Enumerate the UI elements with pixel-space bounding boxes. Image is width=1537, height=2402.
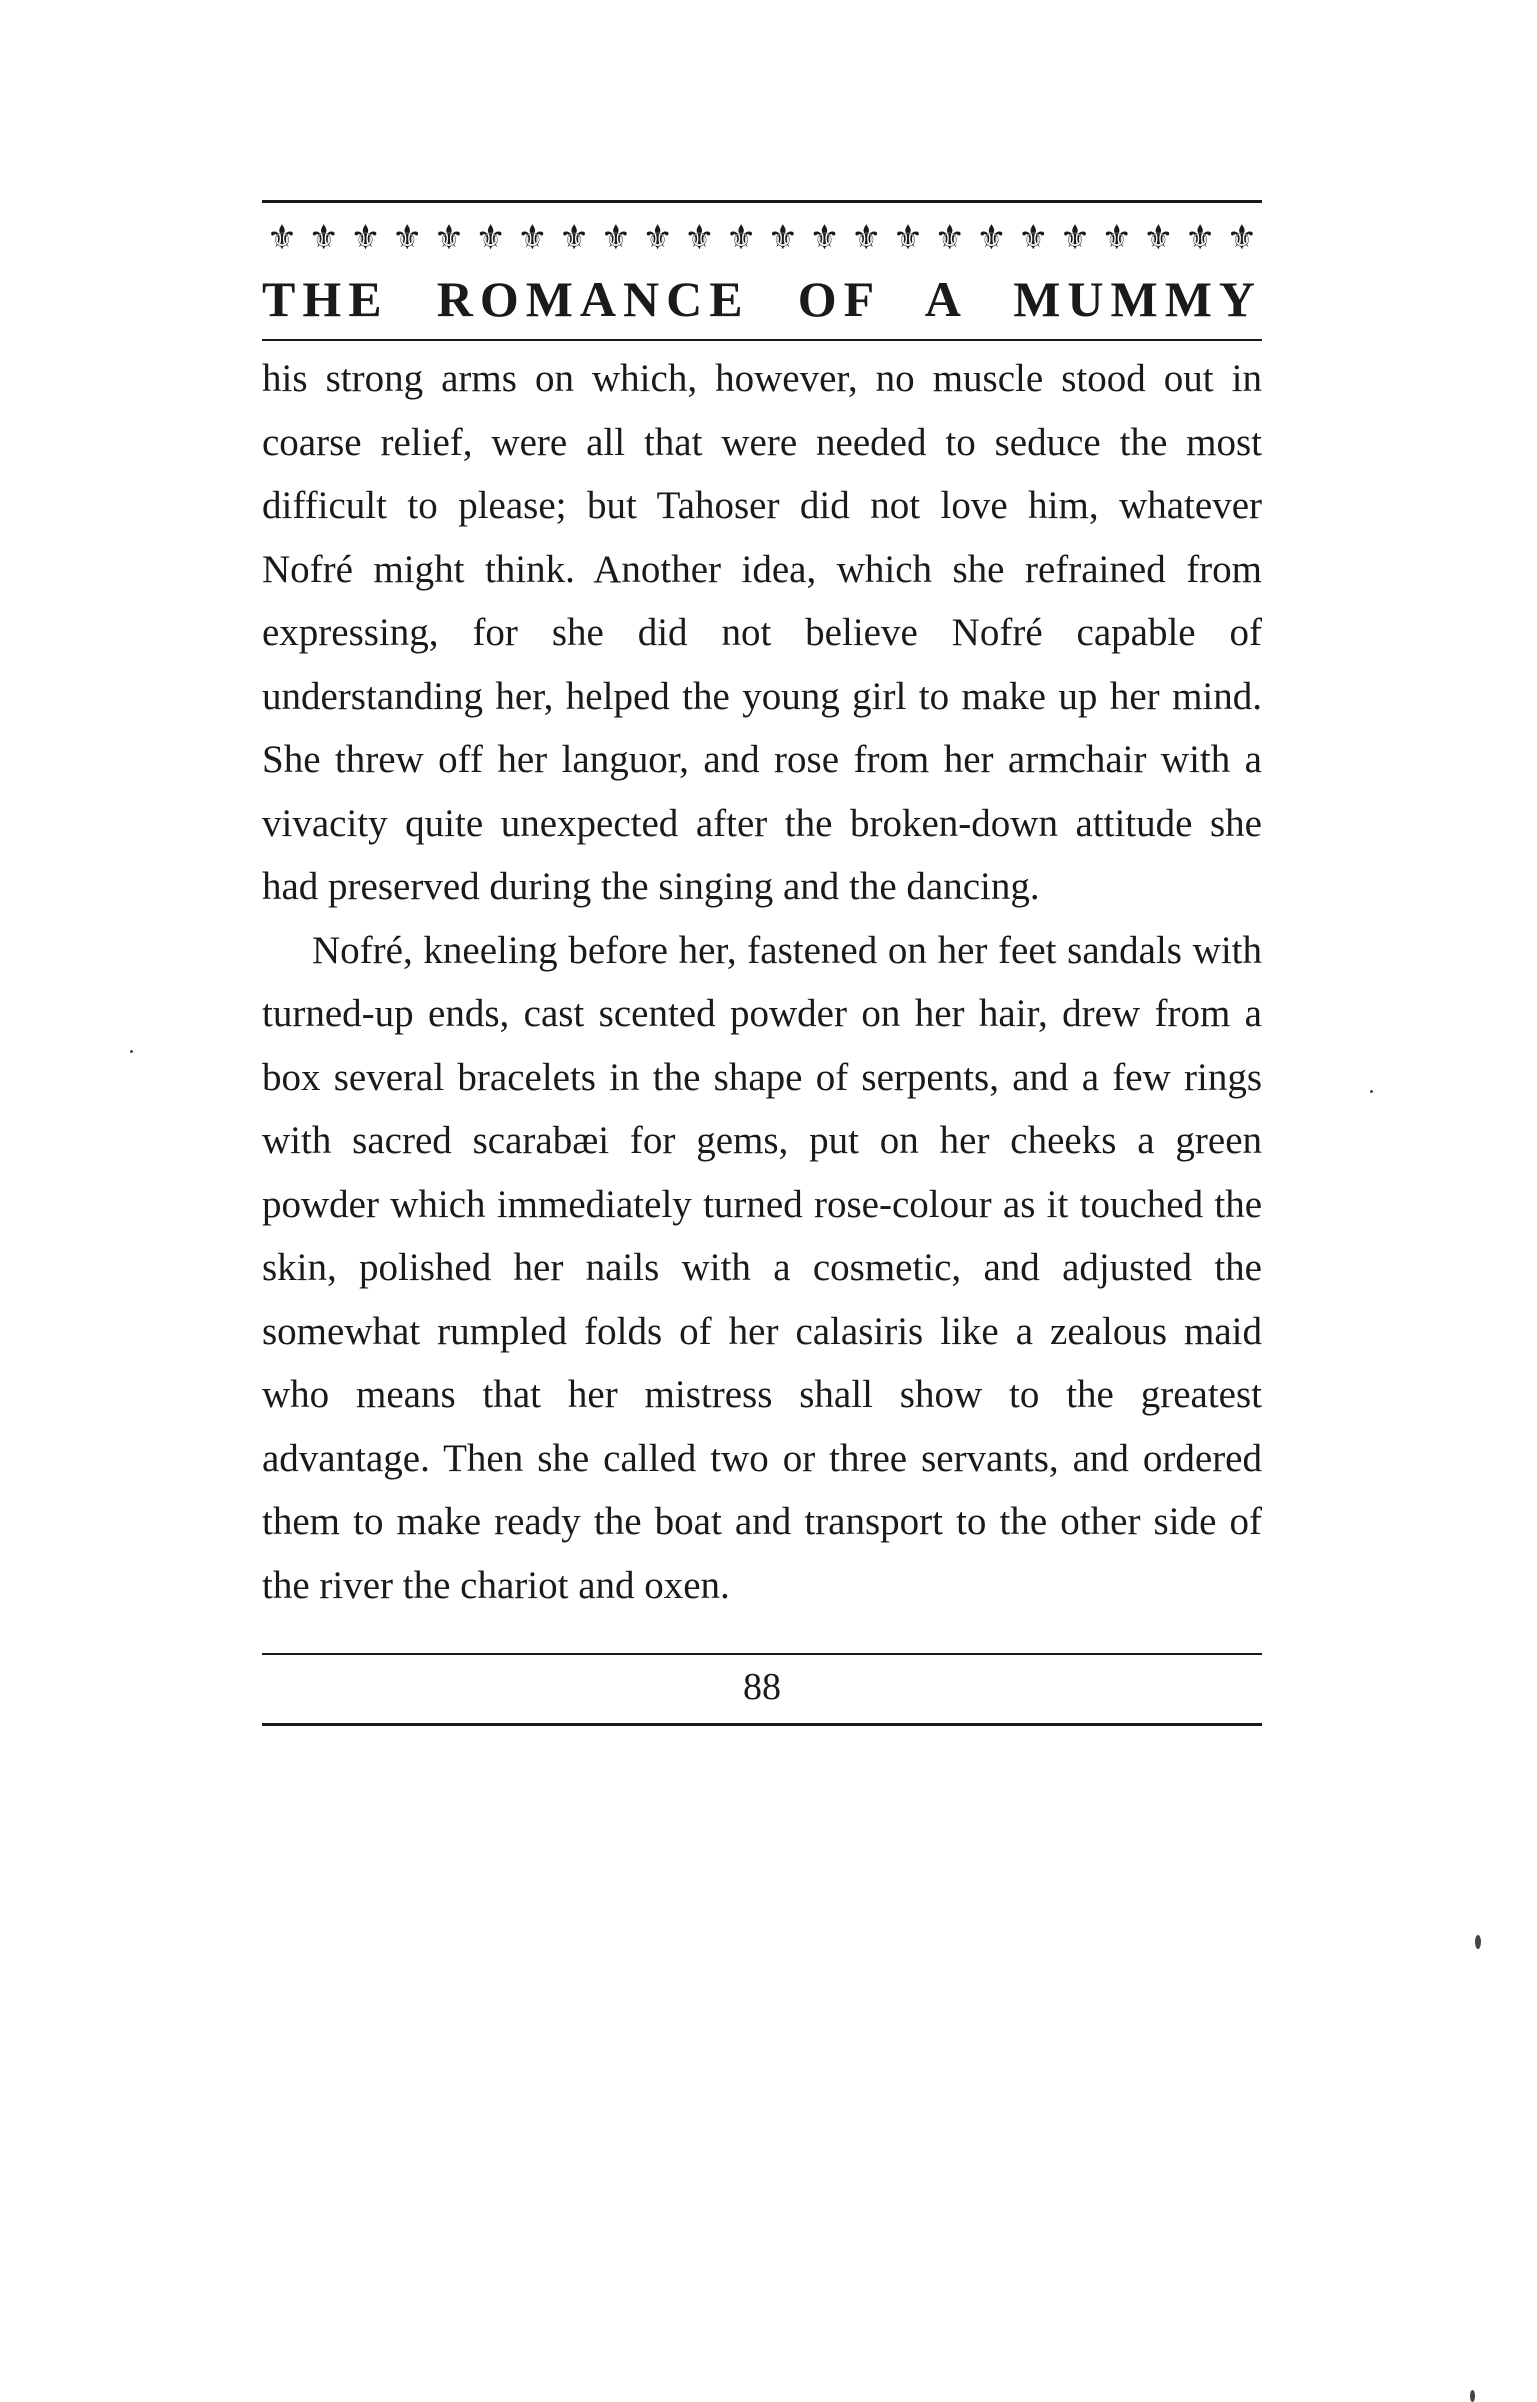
- fleur-de-lis-icon: ⚜: [1226, 220, 1258, 257]
- fleur-de-lis-icon: ⚜: [475, 220, 506, 257]
- fleur-de-lis-icon: ⚜: [391, 220, 423, 257]
- fleur-de-lis-icon: ⚜: [725, 220, 757, 257]
- fleur-de-lis-icon: ⚜: [1184, 220, 1216, 257]
- fleur-de-lis-icon: ⚜: [1017, 220, 1049, 257]
- running-head: THE ROMANCE OF A MUMMY: [262, 271, 1262, 327]
- footer-bottom-rule: [262, 1723, 1262, 1726]
- fleur-de-lis-icon: ⚜: [308, 220, 339, 257]
- fleur-de-lis-icon: ⚜: [892, 220, 924, 257]
- fleur-de-lis-icon: ⚜: [976, 220, 1007, 257]
- paragraph: Nofré, kneeling before her, fastened on her feet sandals with turned-up ends, cast scented powder on her hair, drew from a box several bracelets in the shape of serpents, and a few rings with sacred scarabæi for gems, put on her cheeks a green powder which immediately turned rose-colour as it touched the skin, polished her nails with a cosmetic, and adjusted the somewhat rumpled folds of her calasiris like a zealous maid who means that her mistress shall show to the greatest advantage. Then she called two or three servants, and ordered them to make ready the boat and transport to the other side of the river the chariot and oxen.: [262, 928, 1262, 1607]
- fleur-de-lis-icon: ⚜: [1059, 220, 1091, 257]
- fleur-de-lis-icon: ⚜: [684, 220, 715, 257]
- fleur-de-lis-icon: ⚜: [350, 220, 381, 257]
- header-bottom-rule: [262, 339, 1262, 341]
- header-top-rule: [262, 200, 1262, 203]
- fleur-de-lis-icon: ⚜: [851, 220, 882, 257]
- scan-speck: [130, 1050, 133, 1053]
- fleur-de-lis-icon: ⚜: [1101, 220, 1132, 257]
- fleur-de-lis-icon: ⚜: [642, 220, 673, 257]
- scan-speck: [1475, 1935, 1481, 1949]
- fleur-de-lis-icon: ⚜: [558, 220, 590, 257]
- fleur-de-lis-icon: ⚜: [517, 220, 548, 257]
- fleur-de-lis-icon: ⚜: [809, 220, 840, 257]
- fleur-de-lis-icon: ⚜: [266, 220, 298, 257]
- fleur-de-lis-icon: ⚜: [934, 220, 965, 257]
- fleur-de-lis-icon: ⚜: [600, 220, 632, 257]
- scan-speck: [1370, 1090, 1373, 1093]
- paragraph-continued: his strong arms on which, however, no muscle stood out in coarse relief, were all that were needed to seduce the most difficult to please; but Tahoser did not love him, whatever Nofré might think. Another idea, which she refrained from expressing, for she did not believe Nofré capable of understanding her, helped the young girl to make up her mind. She threw off her languor, and rose from her armchair with a vivacity quite unexpected after the broken-down attitude she had preserved during the singing and the dancing.: [262, 357, 1262, 908]
- fleur-de-lis-icon: ⚜: [1143, 220, 1174, 257]
- ornament-band: [262, 219, 1262, 259]
- book-page: [262, 200, 1262, 1726]
- scan-speck: [1470, 2390, 1475, 2402]
- fleur-de-lis-icon: ⚜: [433, 220, 465, 257]
- fleur-de-lis-icon: ⚜: [767, 220, 799, 257]
- page-number: 88: [743, 1666, 781, 1708]
- footer-top-rule: [262, 1653, 1262, 1655]
